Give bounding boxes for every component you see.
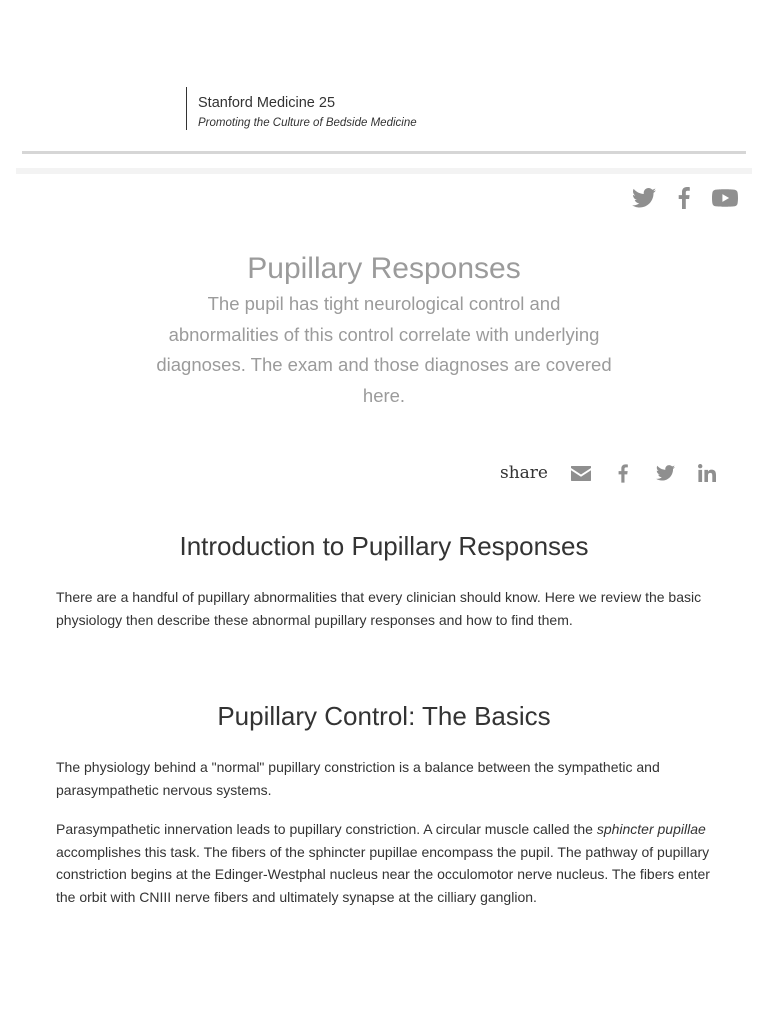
email-icon[interactable] [560,466,602,481]
site-tagline: Promoting the Culture of Bedside Medicine [198,117,417,129]
youtube-icon[interactable] [712,188,738,208]
site-header [186,87,417,130]
section-paragraph [56,818,716,908]
facebook-icon[interactable] [602,464,644,483]
share-label: share [500,463,548,483]
site-title[interactable]: Stanford Medicine 25 [198,95,336,111]
twitter-icon[interactable] [632,188,656,208]
section-paragraph: There are a handful of pupillary abnormalities that every clinician should know. Here we review the basic physiology then describe these abnormal pupillary responses and how to find them. [56,589,702,628]
header-band [16,168,752,174]
paragraph-text: Parasympathetic innervation leads to pupillary constriction. A circular muscle called the [56,821,597,837]
header-divider [22,151,746,154]
facebook-icon[interactable] [678,187,690,209]
twitter-icon[interactable] [644,465,686,481]
emphasized-term: sphincter pupillae [596,821,706,837]
page-title: Pupillary Responses [247,252,521,285]
share-bar [500,463,728,483]
section-title: Pupillary Control: The Basics [217,701,551,731]
hero [134,250,634,411]
section-title: Introduction to Pupillary Responses [179,531,589,561]
page-subtitle: The pupil has tight neurological control and abnormalities of this control correlate with underlying diagnoses. The exam and those diagnoses are covered here. [156,293,612,406]
paragraph-text: accomplishes this task. The fibers of the sphincter pupillae encompass the pupil. The pathway of pupillary constriction begins at the Edinger-Westphal nucleus near the occulomotor nerve nucleus. The fibers enter the orbit with CNIII nerve fibers and ultimately synapse at the cilliary ganglion. [56,843,710,905]
social-links [632,187,738,209]
linkedin-icon[interactable] [686,464,728,482]
section-paragraph: The physiology behind a "normal" pupillary constriction is a balance between the sympathetic and parasympathetic nervous systems. [56,759,660,798]
